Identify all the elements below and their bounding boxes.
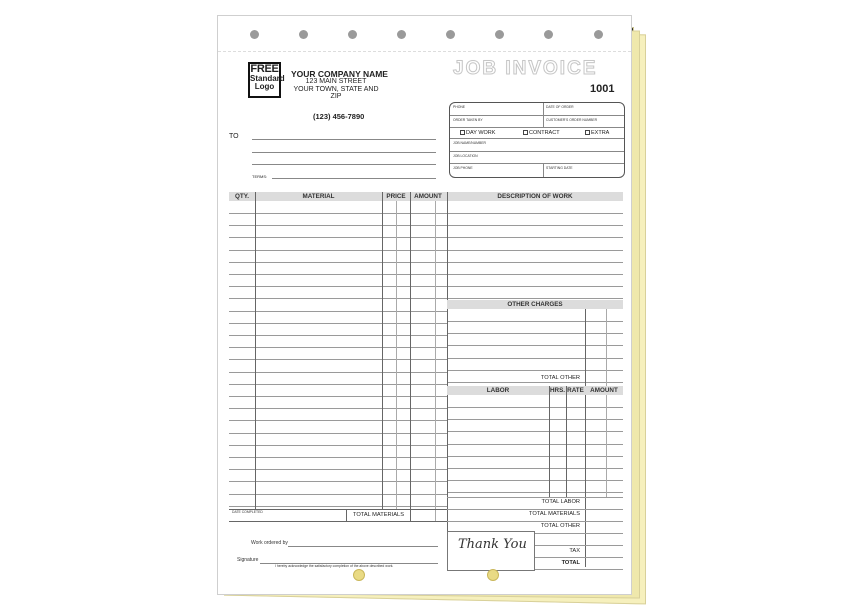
total-labor-label: TOTAL LABOR	[541, 499, 580, 505]
company-logo	[248, 62, 285, 98]
job-phone-label: JOB PHONE	[453, 166, 473, 170]
date-of-order-label: DATE OF ORDER	[546, 105, 574, 109]
company-city: YOUR TOWN, STATE AND ZIP	[293, 86, 379, 100]
column-divider	[549, 386, 550, 497]
ruled-line	[229, 274, 447, 275]
ruled-line	[229, 225, 447, 226]
ruled-line	[447, 370, 623, 371]
ruled-line	[229, 347, 447, 348]
punch-hole	[544, 30, 553, 39]
ruled-line	[229, 457, 447, 458]
ruled-line	[535, 557, 623, 558]
tax-label: TAX	[569, 548, 580, 554]
order-row	[450, 103, 624, 116]
ruled-line	[229, 420, 447, 421]
thank-you-text: Thank You	[458, 537, 527, 552]
to-line[interactable]	[252, 152, 436, 153]
ruled-line	[447, 333, 623, 334]
ruled-line	[229, 298, 447, 299]
ruled-line	[447, 382, 623, 383]
punch-hole	[495, 30, 504, 39]
ruled-line	[229, 445, 447, 446]
checkbox-icon	[460, 130, 465, 135]
total-other-label: TOTAL OTHER	[540, 375, 580, 381]
punch-hole	[250, 30, 259, 39]
extra-checkbox[interactable]	[585, 130, 609, 136]
ruled-line	[229, 481, 447, 482]
ruled-line	[447, 286, 623, 287]
ruled-line	[229, 359, 447, 360]
punch-hole	[446, 30, 455, 39]
company-name: YOUR COMPANY NAME	[291, 69, 388, 79]
ruled-line	[447, 492, 623, 493]
ruled-line	[447, 358, 623, 359]
ruled-line	[447, 274, 623, 275]
ruled-line	[229, 286, 447, 287]
punch-hole	[299, 30, 308, 39]
binding-hole	[487, 569, 499, 581]
punch-hole	[348, 30, 357, 39]
amount-header: AMOUNT	[414, 193, 442, 200]
date-completed-label: DATE COMPLETED	[232, 510, 263, 514]
total-materials-label: TOTAL MATERIALS	[353, 512, 404, 518]
ruled-line	[229, 396, 447, 397]
to-line[interactable]	[252, 164, 436, 165]
ruled-line	[447, 298, 623, 299]
totals-other-label: TOTAL OTHER	[540, 523, 580, 529]
column-divider	[585, 309, 586, 567]
ruled-line	[447, 444, 623, 445]
ruled-line	[447, 480, 623, 481]
ruled-line	[535, 569, 623, 570]
column-divider	[410, 192, 411, 522]
materials-bottom-line	[229, 521, 447, 522]
column-divider	[255, 192, 256, 509]
acknowledge-text: I hereby acknowledge the satisfactory completion of the above described work.	[275, 564, 394, 568]
to-line[interactable]	[252, 139, 436, 140]
ruled-line	[447, 345, 623, 346]
price-header: PRICE	[386, 193, 406, 200]
labor-header: LABOR	[486, 387, 510, 394]
binding-hole	[353, 569, 365, 581]
checkbox-icon	[585, 130, 590, 135]
rate-header: RATE	[567, 387, 584, 394]
ruled-line	[229, 311, 447, 312]
job-location-label: JOB LOCATION	[453, 154, 478, 158]
order-divider	[543, 103, 544, 128]
ruled-line	[447, 431, 623, 432]
ruled-line	[229, 494, 447, 495]
signature-label: Signature	[237, 557, 259, 563]
ruled-line	[447, 497, 623, 498]
ruled-line	[229, 323, 447, 324]
ruled-line	[229, 469, 447, 470]
description-of-work-header: DESCRIPTION OF WORK	[497, 193, 573, 200]
column-divider	[606, 395, 607, 497]
material-header: MATERIAL	[302, 193, 335, 200]
qty-header: QTY.	[235, 193, 249, 200]
column-divider	[447, 192, 448, 570]
order-info-box	[449, 102, 625, 178]
ruled-line	[229, 506, 447, 507]
contract-label: CONTRACT	[529, 130, 560, 136]
work-ordered-by-line[interactable]	[288, 546, 438, 547]
ruled-line	[535, 545, 623, 546]
ruled-line	[447, 509, 623, 510]
logo-line-free: FREE	[250, 63, 279, 75]
invoice-sheet	[217, 15, 632, 595]
ruled-line	[447, 521, 623, 522]
ruled-line	[447, 456, 623, 457]
punch-hole	[594, 30, 603, 39]
column-divider	[606, 309, 607, 392]
column-divider	[396, 201, 397, 509]
ruled-line	[447, 262, 623, 263]
column-divider	[566, 386, 567, 497]
to-label: TO	[229, 133, 239, 140]
job-name-label: JOB NAME/NUMBER	[453, 141, 486, 145]
ruled-line	[535, 533, 623, 534]
ruled-line	[447, 321, 623, 322]
order-taken-by-label: ORDER TAKEN BY	[453, 118, 483, 122]
phone-label: PHONE	[453, 105, 466, 109]
ruled-line	[447, 250, 623, 251]
checkbox-icon	[523, 130, 528, 135]
order-divider	[543, 164, 544, 178]
date-completed-line	[229, 509, 447, 510]
day-work-label: DAY WORK	[466, 130, 496, 136]
ruled-line	[229, 433, 447, 434]
day-work-checkbox[interactable]	[460, 130, 495, 136]
perforation-line	[218, 51, 631, 52]
form-title: JOB INVOICE	[453, 58, 598, 79]
ruled-line	[229, 384, 447, 385]
column-divider	[435, 201, 436, 522]
company-phone: (123) 456-7890	[313, 112, 365, 121]
ruled-line	[229, 250, 447, 251]
punch-hole	[397, 30, 406, 39]
terms-label: TERMS:	[252, 174, 268, 179]
other-charges-header: OTHER CHARGES	[507, 301, 563, 308]
ruled-line	[447, 213, 623, 214]
ruled-line	[447, 419, 623, 420]
extra-label: EXTRA	[591, 130, 610, 136]
contract-checkbox[interactable]	[523, 130, 560, 136]
labor-amount-header: AMOUNT	[590, 387, 618, 394]
ruled-line	[229, 262, 447, 263]
logo-line-logo: Logo	[254, 82, 275, 91]
ruled-line	[229, 408, 447, 409]
hrs-header: HRS.	[549, 387, 566, 394]
ruled-line	[229, 335, 447, 336]
ruled-line	[229, 237, 447, 238]
terms-line[interactable]	[272, 178, 436, 179]
ruled-line	[229, 372, 447, 373]
ruled-line	[447, 225, 623, 226]
grand-total-label: TOTAL	[561, 560, 580, 566]
ruled-line	[229, 213, 447, 214]
ruled-line	[447, 237, 623, 238]
logo-line-standard: Standard	[250, 74, 285, 83]
column-divider	[382, 192, 383, 509]
customer-order-number-label: CUSTOMER'S ORDER NUMBER	[546, 118, 598, 122]
column-divider	[346, 509, 347, 521]
ruled-line	[447, 407, 623, 408]
company-street: 123 MAIN STREET	[305, 78, 367, 85]
totals-materials-label: TOTAL MATERIALS	[529, 511, 580, 517]
starting-date-label: STARTING DATE	[546, 166, 573, 170]
work-ordered-by-label: Work ordered by	[251, 540, 288, 546]
invoice-number: 1001	[590, 83, 615, 95]
ruled-line	[447, 468, 623, 469]
